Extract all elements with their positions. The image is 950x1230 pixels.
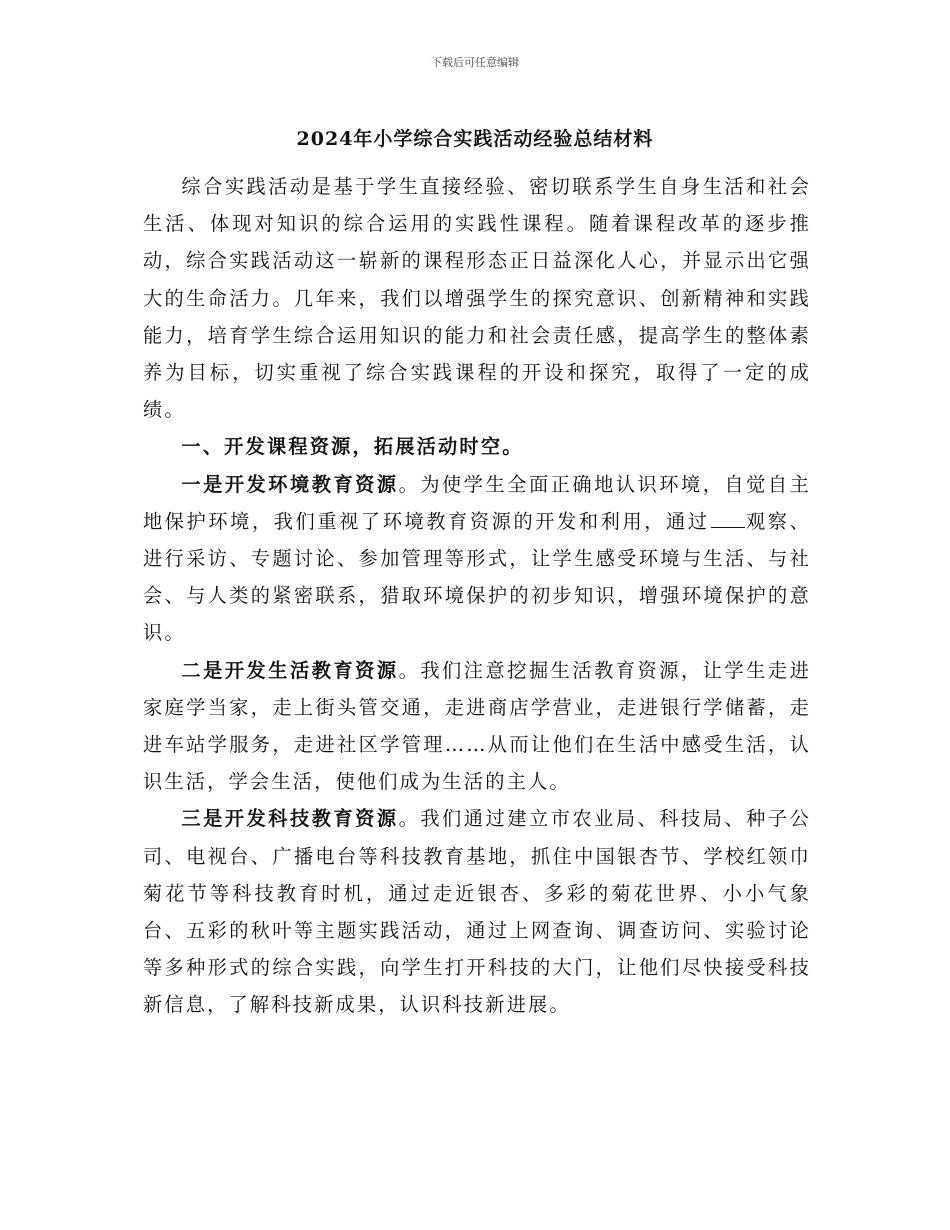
section-heading: 一、开发课程资源，拓展活动时空。 bbox=[181, 435, 524, 459]
paragraph-lead: 一是开发环境教育资源 bbox=[181, 472, 399, 496]
paragraph-text: 观察、进行采访、专题讨论、参加管理等形式，让学生感受环境与生活、与社会、与人类的紧密联系，猎取环境保护的初步知识，增强环境保护的意识。 bbox=[143, 509, 811, 645]
paragraph-text: 。我们注意挖掘生活教育资源，让学生走进家庭学当家，走上街头管交通，走进商店学营业，走进银行学储蓄，走进车站学服务，走进社区学管理……从而让他们在生活中感受生活，认识生活，学会生活，使他们成为生活的主人。 bbox=[143, 658, 811, 794]
fill-in-blank bbox=[711, 511, 745, 528]
paragraph-text: 。为使学生全面正确地认识环境，自觉自主地保护环境，我们重视了环境教育资源的开发和利用，通过 bbox=[143, 472, 811, 533]
document-body bbox=[143, 168, 811, 1024]
header-note: 下载后可任意编辑 bbox=[431, 56, 519, 69]
paragraph-technology bbox=[143, 800, 811, 1023]
paragraph-lead: 三是开发科技教育资源 bbox=[181, 807, 399, 831]
document-title: 2024年小学综合实践活动经验总结材料 bbox=[296, 128, 654, 150]
paragraph-environment bbox=[143, 466, 811, 652]
paragraph-life bbox=[143, 652, 811, 801]
paragraph-lead: 二是开发生活教育资源 bbox=[181, 658, 399, 682]
intro-paragraph: 综合实践活动是基于学生直接经验、密切联系学生自身生活和社会生活、体现对知识的综合运用的实践性课程。随着课程改革的逐步推动，综合实践活动这一崭新的课程形态正日益深化人心，并显示出它强大的生命活力。几年来，我们以增强学生的探究意识、创新精神和实践能力，培育学生综合运用知识的能力和社会责任感，提高学生的整体素养为目标，切实重视了综合实践课程的开设和探究，取得了一定的成绩。 bbox=[143, 175, 811, 422]
paragraph-text: 。我们通过建立市农业局、科技局、种子公司、电视台、广播电台等科技教育基地，抓住中国银杏节、学校红领巾菊花节等科技教育时机，通过走近银杏、多彩的菊花世界、小小气象台、五彩的秋叶等主题实践活动，通过上网查询、调查访问、实验讨论等多种形式的综合实践，向学生打开科技的大门，让他们尽快接受科技新信息，了解科技新成果，认识科技新进展。 bbox=[143, 807, 811, 1017]
